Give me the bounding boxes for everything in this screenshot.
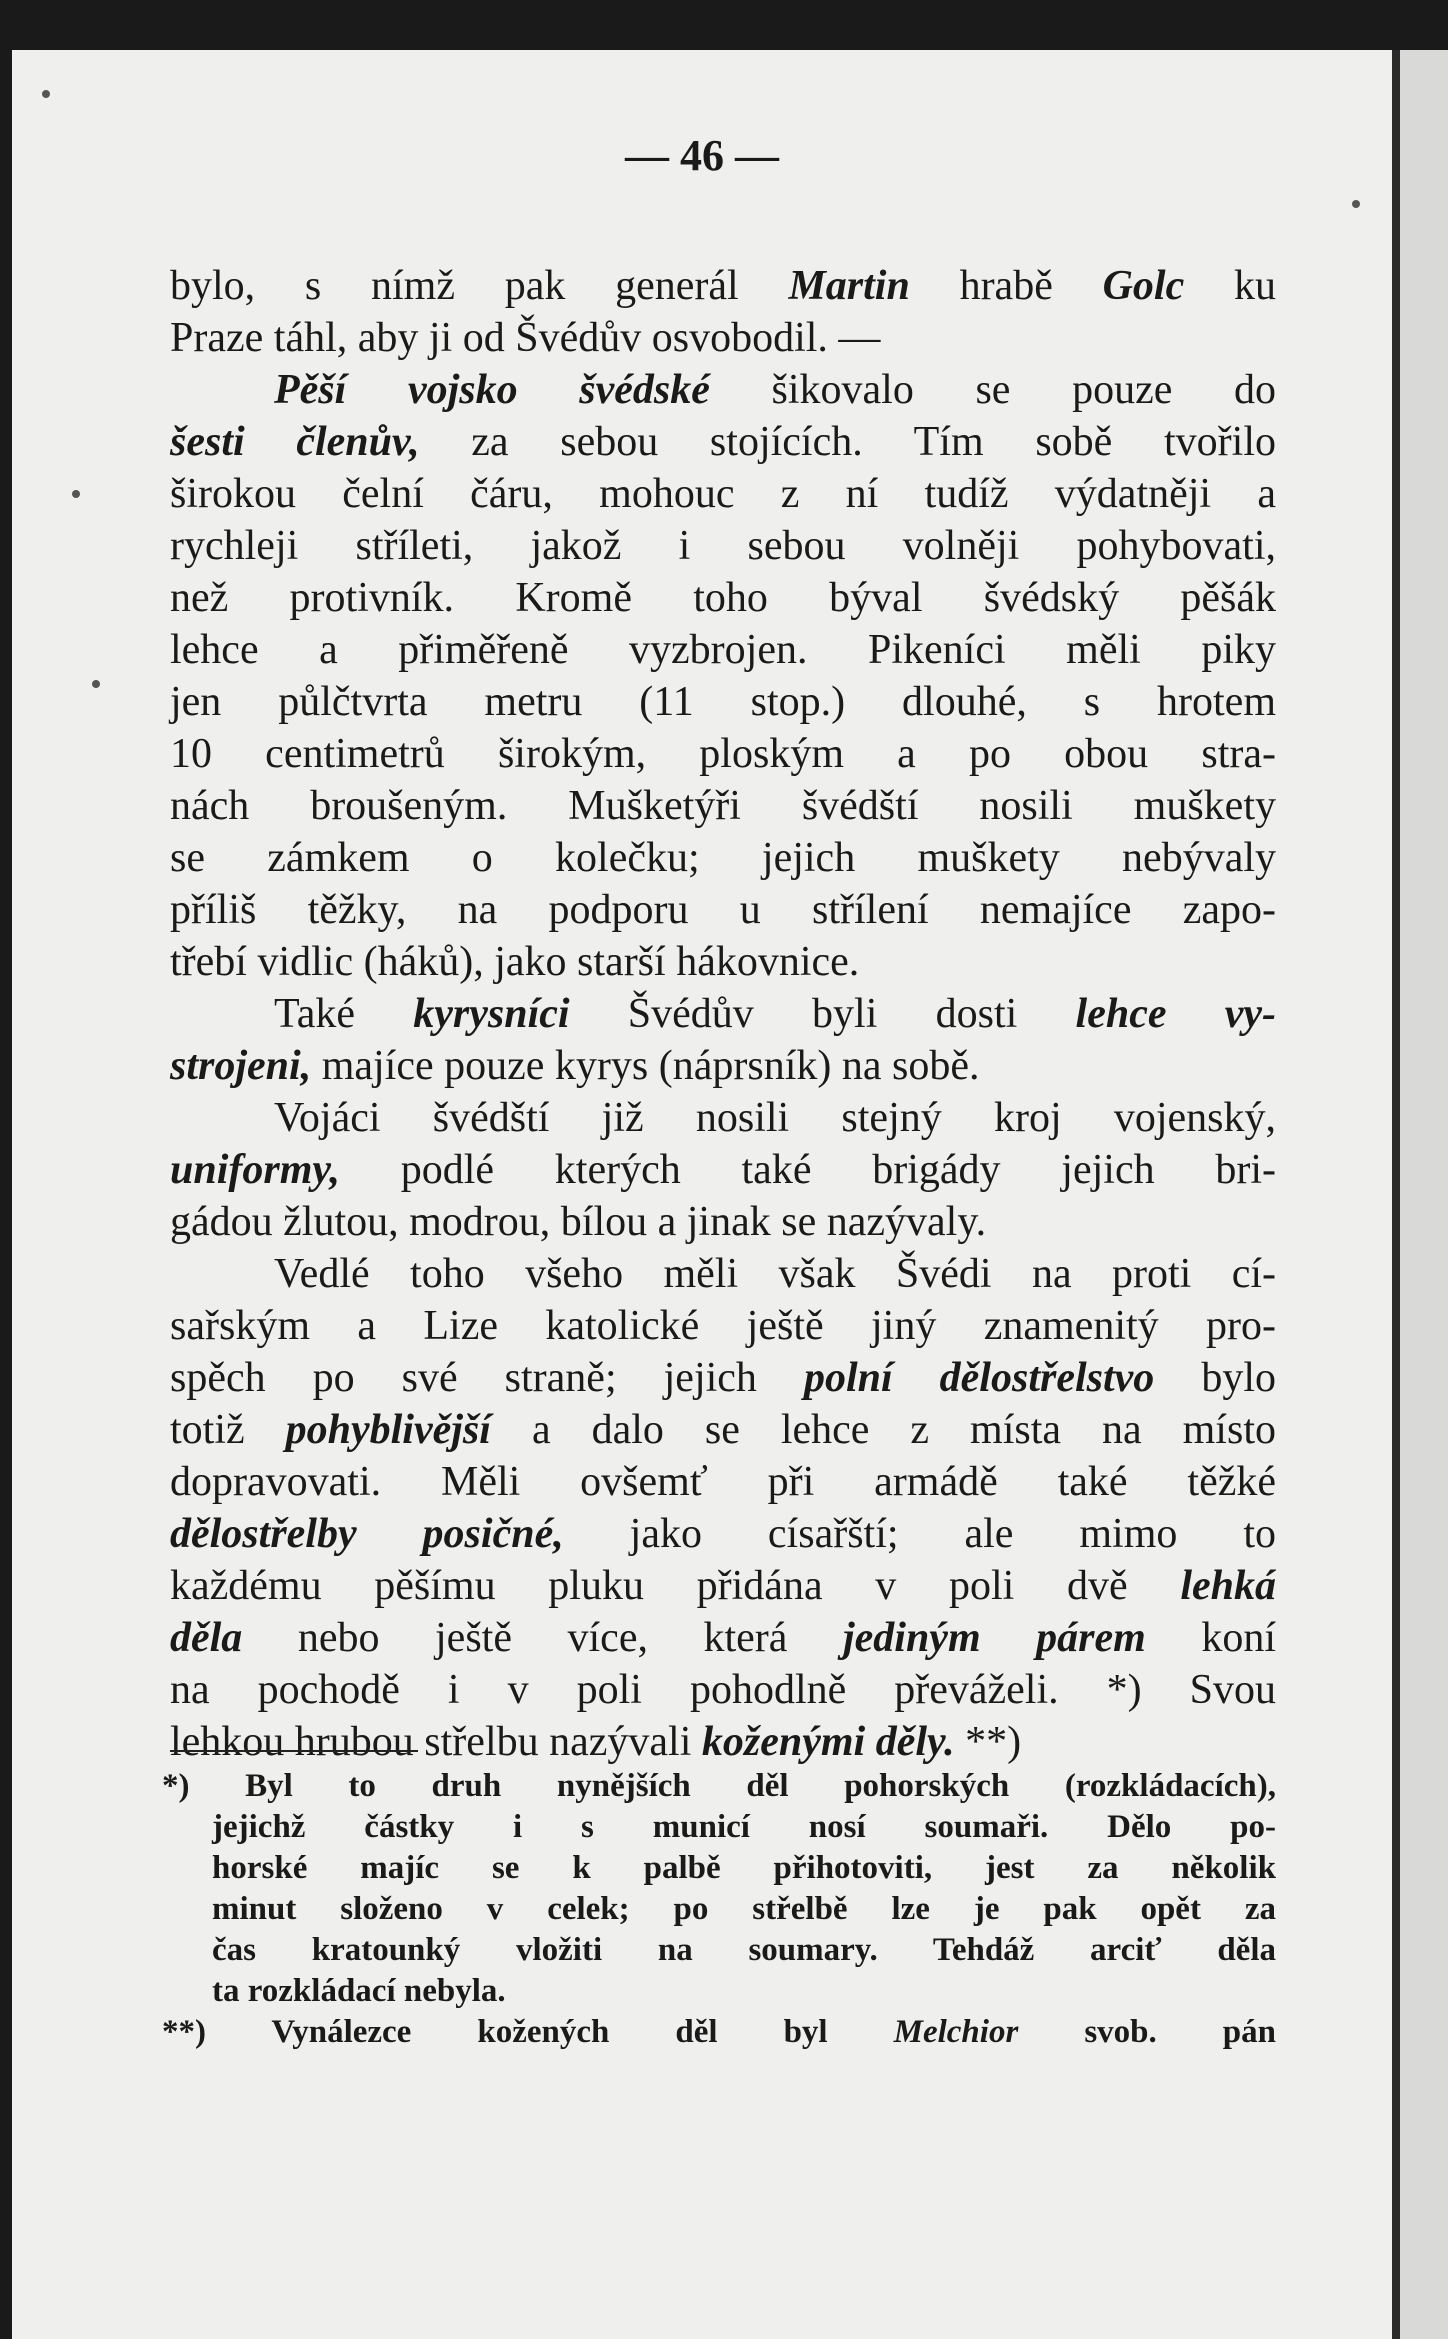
text-line xyxy=(170,1300,1276,1352)
text-line xyxy=(170,572,1276,624)
text-run: Vojáci švédští již nosili stejný kroj vojenský, xyxy=(274,1095,1276,1141)
footnote-line xyxy=(212,1807,1276,1848)
text-run: a dalo se lehce z místa na místo xyxy=(490,1407,1276,1453)
emphasized-text: lehká xyxy=(1180,1563,1276,1609)
text-run: Také xyxy=(274,991,414,1037)
text-run: na pochodě i v poli pohodlně převáželi. *) Svou xyxy=(170,1667,1276,1713)
text-run: se zámkem o kolečku; jejich muškety nebývaly xyxy=(170,835,1276,881)
emphasized-text: Melchior xyxy=(893,2014,1019,2050)
emphasized-text: dělostřelby posičné, xyxy=(170,1511,564,1557)
text-line xyxy=(170,520,1276,572)
text-line xyxy=(170,364,1276,416)
margin-speck xyxy=(92,680,100,688)
text-run: ta rozkládací nebyla. xyxy=(212,1973,506,2009)
emphasized-text: Pěší vojsko švédské xyxy=(274,367,710,413)
text-line xyxy=(170,1664,1276,1716)
text-line xyxy=(170,1560,1276,1612)
text-run: za sebou stojících. Tím sobě tvořilo xyxy=(419,419,1276,465)
text-line xyxy=(170,988,1276,1040)
text-run: Vedlé toho všeho měli však Švédi na proti cí- xyxy=(274,1251,1276,1297)
text-run: sařským a Lize katolické ještě jiný znamenitý pro- xyxy=(170,1303,1276,1349)
text-line xyxy=(170,260,1276,312)
text-run: jejichž částky i s municí nosí soumaři. Dělo po- xyxy=(212,1809,1276,1845)
text-line xyxy=(170,468,1276,520)
footnotes xyxy=(162,1766,1276,2053)
text-line xyxy=(170,780,1276,832)
text-run: **) Vynálezce kožených děl byl xyxy=(162,2014,894,2050)
emphasized-text: Martin xyxy=(788,263,910,309)
adjacent-page-edge xyxy=(1392,50,1448,2339)
text-run: jen půlčtvrta metru (11 stop.) dlouhé, s hrotem xyxy=(170,679,1276,725)
text-run: ku xyxy=(1184,263,1276,309)
text-line xyxy=(170,1612,1276,1664)
emphasized-text: lehce vy- xyxy=(1075,991,1276,1037)
margin-speck xyxy=(42,90,50,98)
text-line xyxy=(170,416,1276,468)
text-run: Praze táhl, aby ji od Švédův osvobodil. — xyxy=(170,315,881,361)
text-line xyxy=(170,1404,1276,1456)
margin-speck xyxy=(72,490,80,498)
text-run: spěch po své straně; jejich xyxy=(170,1355,804,1401)
text-run: nebo ještě více, která xyxy=(242,1615,843,1661)
text-run: minut složeno v celek; po střelbě lze je pak opět za xyxy=(212,1891,1276,1927)
emphasized-text: Golc xyxy=(1102,263,1185,309)
text-run: než protivník. Kromě toho býval švédský pěšák xyxy=(170,575,1276,621)
text-line xyxy=(170,312,1276,364)
footnote-line xyxy=(212,1930,1276,1971)
text-line xyxy=(170,1092,1276,1144)
emphasized-text: koženými děly. xyxy=(701,1719,955,1765)
footnote-line xyxy=(212,1889,1276,1930)
emphasized-text: děla xyxy=(170,1615,243,1661)
text-run: příliš těžky, na podporu u střílení nemajíce zapo- xyxy=(170,887,1276,933)
main-text xyxy=(170,260,1276,1768)
footnote-separator xyxy=(170,1750,418,1752)
text-run: čas kratounký vložiti na soumary. Tehdáž arciť děla xyxy=(212,1932,1276,1968)
text-run: lehce a přiměřeně vyzbrojen. Pikeníci měli piky xyxy=(170,627,1276,673)
text-run: šikovalo se pouze do xyxy=(709,367,1276,413)
emphasized-text: uniformy, xyxy=(170,1147,340,1193)
text-line xyxy=(170,728,1276,780)
emphasized-text: strojeni, xyxy=(170,1043,312,1089)
emphasized-text: kyrysníci xyxy=(413,991,570,1037)
text-run: dopravovati. Měli ovšemť při armádě také těžké xyxy=(170,1459,1276,1505)
text-line xyxy=(170,1196,1276,1248)
text-run: každému pěšímu pluku přidána v poli dvě xyxy=(170,1563,1181,1609)
text-run: majíce pouze kyrys (náprsník) na sobě. xyxy=(311,1043,980,1089)
text-run: 10 centimetrů širokým, ploským a po obou stra- xyxy=(170,731,1276,777)
text-line xyxy=(170,884,1276,936)
text-run: třebí vidlic (háků), jako starší hákovnice. xyxy=(170,939,860,985)
text-run: horské majíc se k palbě přihotoviti, jest za několik xyxy=(212,1850,1276,1886)
text-line xyxy=(170,936,1276,988)
text-run: podlé kterých také brigády jejich bri- xyxy=(339,1147,1276,1193)
text-run: bylo xyxy=(1154,1355,1276,1401)
text-run: svob. pán xyxy=(1018,2014,1276,2050)
text-run: gádou žlutou, modrou, bílou a jinak se nazývaly. xyxy=(170,1199,987,1245)
text-run: hrabě xyxy=(909,263,1103,309)
text-run: bylo, s nímž pak generál xyxy=(170,263,789,309)
text-line xyxy=(170,1352,1276,1404)
footnote-line xyxy=(162,2012,1276,2053)
text-line xyxy=(170,1144,1276,1196)
text-line xyxy=(170,1456,1276,1508)
footnote-line xyxy=(162,1766,1276,1807)
margin-speck xyxy=(1352,200,1360,208)
footnote-line xyxy=(212,1971,1276,2012)
footnote-line xyxy=(212,1848,1276,1889)
text-run: lehkou hrubou střelbu nazývali xyxy=(170,1719,702,1765)
text-run: totiž xyxy=(170,1407,286,1453)
text-run: Švédův byli dosti xyxy=(569,991,1076,1037)
emphasized-text: jediným párem xyxy=(842,1615,1146,1661)
book-page xyxy=(12,50,1392,2339)
text-run: koní xyxy=(1145,1615,1277,1661)
text-line xyxy=(170,1508,1276,1560)
text-line xyxy=(170,1248,1276,1300)
emphasized-text: polní dělostřelstvo xyxy=(803,1355,1155,1401)
text-line xyxy=(170,1040,1276,1092)
text-line xyxy=(170,1716,1276,1768)
emphasized-text: šesti členův, xyxy=(170,419,420,465)
text-run: širokou čelní čáru, mohouc z ní tudíž výdatněji a xyxy=(170,471,1276,517)
text-run: **) xyxy=(954,1719,1022,1765)
text-line xyxy=(170,676,1276,728)
text-line xyxy=(170,832,1276,884)
text-run: jako císařští; ale mimo to xyxy=(563,1511,1276,1557)
text-line xyxy=(170,624,1276,676)
text-run: rychleji stříleti, jakož i sebou volněji pohybovati, xyxy=(170,523,1276,569)
text-run: *) Byl to druh nynějších děl pohorských (rozkládacích), xyxy=(162,1768,1276,1804)
page-number: — 46 — xyxy=(625,131,779,180)
emphasized-text: pohyblivější xyxy=(285,1407,491,1453)
text-run: nách broušeným. Mušketýři švédští nosili muškety xyxy=(170,783,1276,829)
